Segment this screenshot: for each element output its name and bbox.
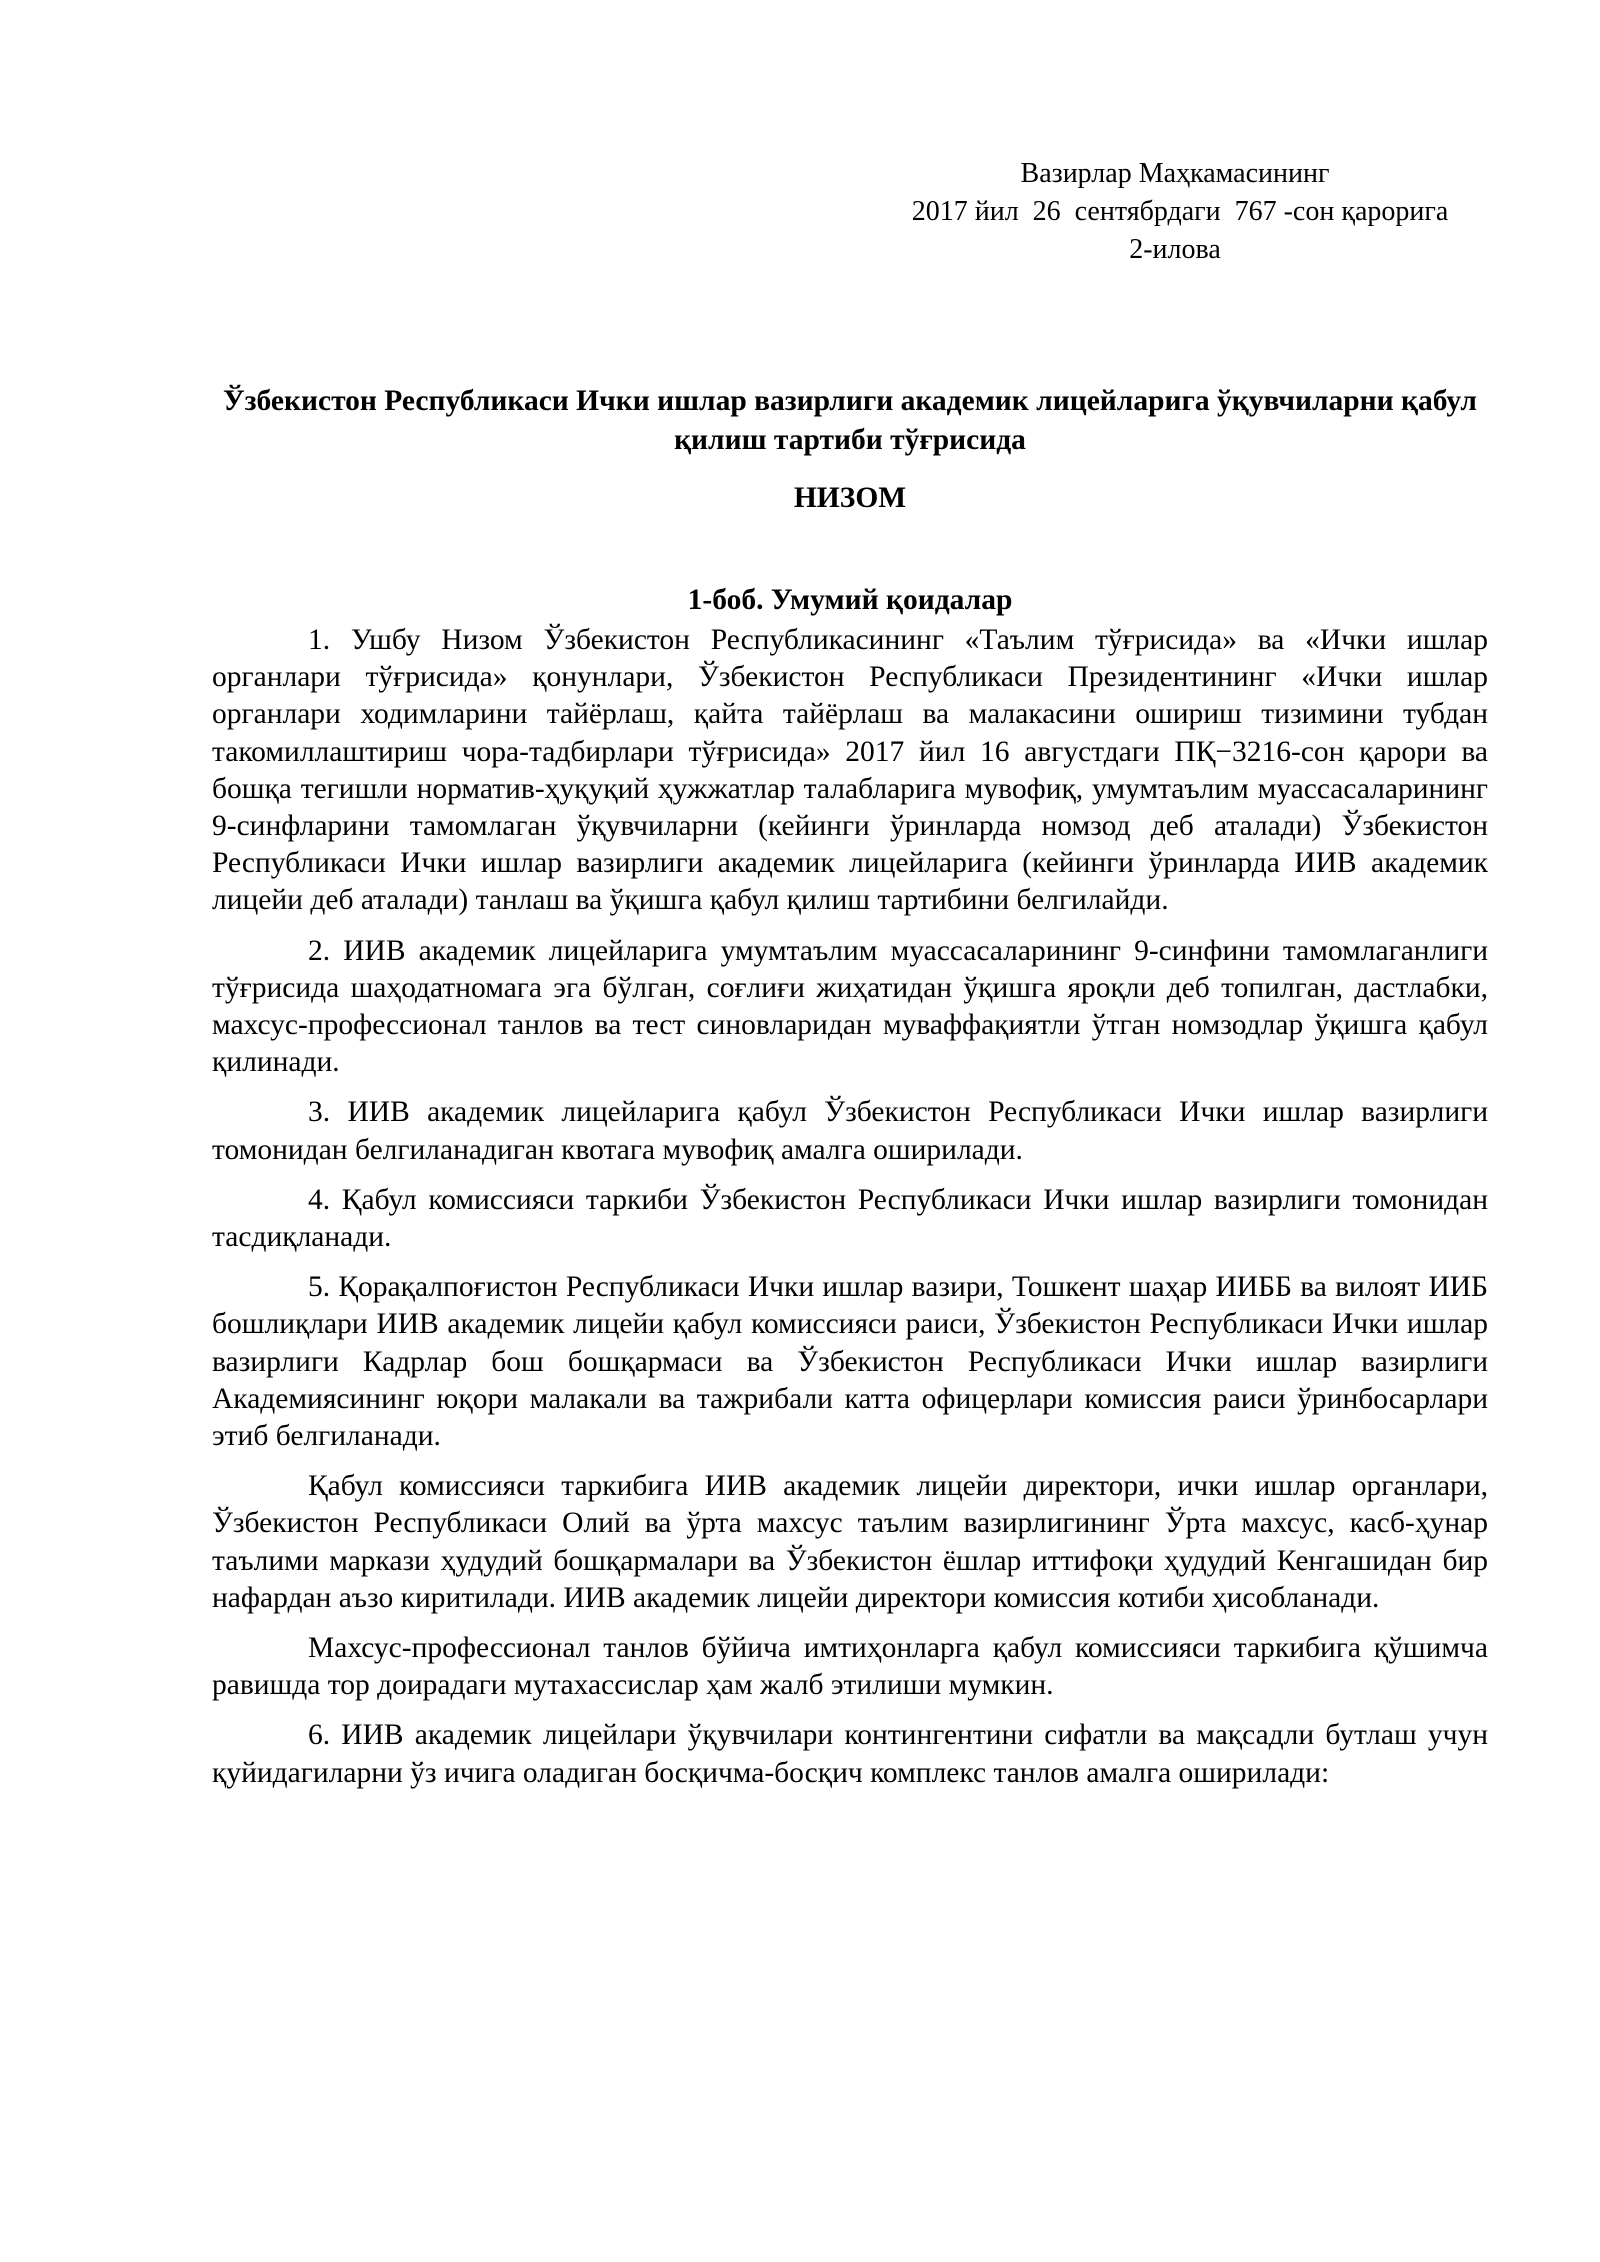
- approval-stamp: [790, 155, 1550, 269]
- document-body: [212, 622, 1488, 1805]
- paragraph-3: 3. ИИВ академик лицейларига қабул Ўзбекистон Республикаси Ички ишлар вазирлиги томонидан белгиланадиган квотага мувофиқ амалга оширилади.: [212, 1096, 1488, 1166]
- document-kind: НИЗОМ: [793, 482, 907, 514]
- paragraph-1: 1. Ушбу Низом Ўзбекистон Республикасининг «Таълим тўғрисида» ва «Ички ишлар органлари тўғрисида» қонунлари, Ўзбекистон Республикаси Президентининг «Ички ишлар органлари ходимларини тайёрлаш, қайта тайёрлаш ва малакасини ошириш тизимини тубдан такомиллаштириш чора-тадбирлари тўғрисида» 2017 йил 16 августдаги ПҚ−3216-сон қарори ва бошқа тегишли норматив-ҳуқуқий ҳужжатлар талабларига мувофиқ, умумтаълим муассасаларининг 9-синфларини тамомлаган ўқувчиларни (кейинги ўринларда номзод деб аталади) Ўзбекистон Республикаси Ички ишлар вазирлиги академик лицейларига (кейинги ўринларда ИИВ академик лицейи деб аталади) танлаш ва ўқишга қабул қилиш тартибини белгилайди.: [212, 624, 1488, 917]
- approval-line-1: Вазирлар Маҳкамасининг: [1020, 158, 1330, 189]
- paragraph-5-commission: Қабул комиссияси таркибига ИИВ академик лицейи директори, ички ишлар органлари, Ўзбекистон Республикаси Олий ва ўрта махсус таълим вазирлигининг Ўрта махсус, касб-ҳунар таълими маркази ҳудудий бошқармалари ва Ўзбекистон ёшлар иттифоқи ҳудудий Кенгашидан бир нафардан аъзо киритилади. ИИВ академик лицейи директори комиссия котиби ҳисобланади.: [212, 1470, 1488, 1614]
- chapter-heading: 1-боб. Умумий қоидалар: [687, 584, 1013, 616]
- document-title: Ўзбекистон Республикаси Ички ишлар вазирлиги академик лицейларига ўқувчиларни қабул қилиш тартиби тўғрисида: [223, 385, 1477, 456]
- approval-line-2: 2017 йил 26 сентябрдаги 767 -сон қарорига: [911, 196, 1449, 227]
- paragraph-5: 5. Қорақалпоғистон Республикаси Ички ишлар вазири, Тошкент шаҳар ИИББ ва вилоят ИИБ бошлиқлари ИИВ академик лицейи қабул комиссияси раиси, Ўзбекистон Республикаси Ички ишлар вазирлиги Кадрлар бош бошқармаси ва Ўзбекистон Республикаси Ички ишлар вазирлиги Академиясининг юқори малакали ва тажрибали катта офицерлари комиссия раиси ўринбосарлари этиб белгиланади.: [212, 1271, 1488, 1453]
- paragraph-4: 4. Қабул комиссияси таркиби Ўзбекистон Республикаси Ички ишлар вазирлиги томонидан тасдиқланади.: [212, 1183, 1488, 1254]
- paragraph-6: 6. ИИВ академик лицейлари ўқувчилари контингентини сифатли ва мақсадли бутлаш учун қуйидагиларни ўз ичига оладиган босқичма-босқич комплекс танлов амалга оширилади:: [212, 1719, 1488, 1789]
- paragraph-5-specialists: Махсус-профессионал танлов бўйича имтиҳонларга қабул комиссияси таркибига қўшимча равишда тор доирадаги мутахассислар ҳам жалб этилиши мумкин.: [212, 1632, 1488, 1702]
- paragraph-2: 2. ИИВ академик лицейларига умумтаълим муассасаларининг 9-синфини тамомлаганлиги тўғрисида шаҳодатномага эга бўлган, соғлиғи жиҳатидан ўқишга яроқли деб топилган, дастлабки, махсус-профессионал танлов ва тест синовларидан муваффақиятли ўтган номзодлар ўқишга қабул қилинади.: [212, 934, 1488, 1079]
- approval-line-3: 2-илова: [1129, 234, 1221, 265]
